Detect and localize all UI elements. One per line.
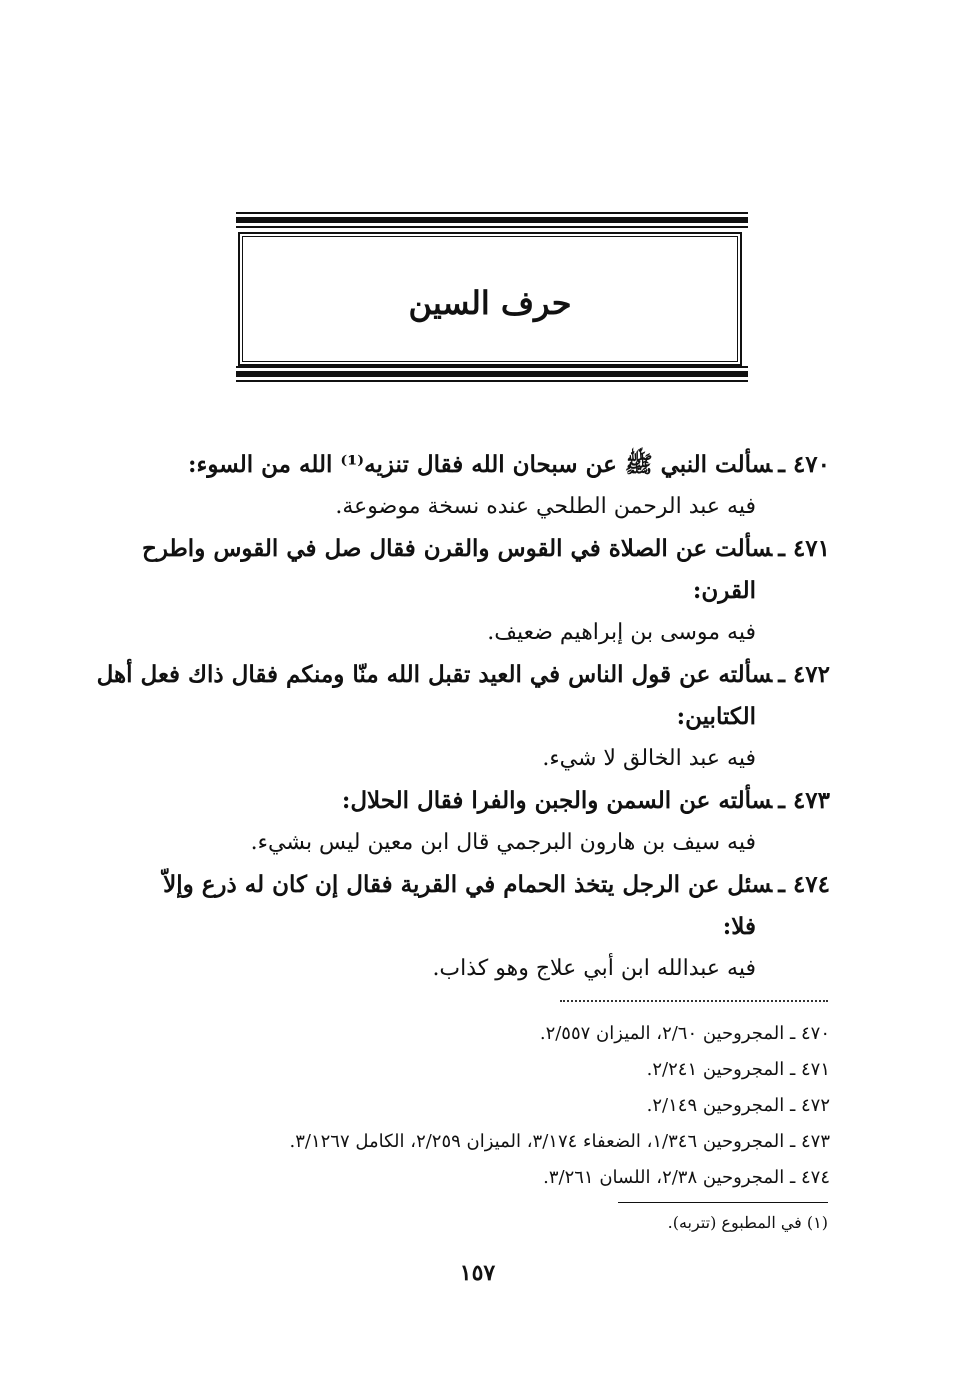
entry-heading-line bbox=[96, 654, 830, 696]
source-references bbox=[130, 1016, 830, 1196]
entry-text: سألته عن السمن والجبن والفرا فقال الحلال: bbox=[341, 787, 773, 814]
dotted-separator bbox=[560, 1000, 828, 1002]
reference-line: ٤٧٤ ـ المجروحين ٢/٣٨، اللسان ٣/٢٦١. bbox=[543, 1167, 830, 1188]
section-title: حرف السين bbox=[408, 284, 572, 322]
entry-continuation: فلا: bbox=[722, 913, 756, 940]
entry-473 bbox=[130, 780, 830, 864]
title-frame bbox=[236, 212, 748, 382]
entry-470 bbox=[130, 444, 830, 528]
entry-continuation: القرن: bbox=[692, 577, 756, 604]
entry-number: ٤٧٣ ـ bbox=[778, 787, 830, 814]
entry-number: ٤٧٠ ـ bbox=[778, 451, 830, 478]
entry-text: سألته عن قول الناس في العيد تقبل الله منّا ومنكم فقال ذاك فعل أهل bbox=[96, 661, 773, 688]
entry-471 bbox=[130, 528, 830, 654]
reference-line: ٤٧٣ ـ المجروحين ١/٣٤٦، الضعفاء ٣/١٧٤، الميزان ٢/٢٥٩، الكامل ٣/١٢٦٧. bbox=[289, 1131, 830, 1152]
bottom-ornamental-rule bbox=[236, 363, 748, 382]
entry-number: ٤٧٤ ـ bbox=[778, 871, 830, 898]
title-box bbox=[238, 232, 742, 366]
entry-continuation: الكتابين: bbox=[676, 703, 756, 730]
entry-note: فيه موسى بن إبراهيم ضعيف. bbox=[487, 620, 756, 645]
entry-note: فيه عبد الخالق لا شيء. bbox=[542, 746, 756, 771]
entry-note: فيه سيف بن هارون البرجمي قال ابن معين ليس بشيء. bbox=[250, 830, 756, 855]
entry-heading-line bbox=[130, 444, 830, 486]
entry-text: سئل عن الرجل يتخذ الحمام في القرية فقال إن كان له ذرع وإلاّ bbox=[163, 871, 773, 898]
page-number: ١٥٧ bbox=[459, 1260, 496, 1286]
footnote-rule bbox=[618, 1202, 828, 1203]
entry-heading-line bbox=[130, 780, 830, 822]
entry-number: ٤٧١ ـ bbox=[778, 535, 830, 562]
reference-line: ٤٧٠ ـ المجروحين ٢/٦٠، الميزان ٢/٥٥٧. bbox=[539, 1023, 830, 1044]
entry-heading-line bbox=[130, 528, 830, 570]
entry-474 bbox=[130, 864, 830, 990]
hadith-entries bbox=[96, 444, 830, 990]
entry-heading-line bbox=[130, 864, 830, 906]
reference-line: ٤٧١ ـ المجروحين ٢/٢٤١. bbox=[646, 1059, 830, 1080]
top-ornamental-rule bbox=[236, 212, 748, 228]
entry-number: ٤٧٢ ـ bbox=[778, 661, 830, 688]
entry-text: سألت النبي ﷺ عن سبحان الله فقال تنزيه⁽¹⁾ الله من السوء: bbox=[188, 451, 773, 478]
entry-note: فيه عبدالله ابن أبي علاج وهو كذاب. bbox=[432, 956, 756, 981]
footnote: (١) في المطبوع (تتربه). bbox=[667, 1213, 828, 1232]
entry-472 bbox=[96, 654, 830, 780]
entry-note: فيه عبد الرحمن الطلحي عنده نسخة موضوعة. bbox=[335, 494, 756, 519]
reference-line: ٤٧٢ ـ المجروحين ٢/١٤٩. bbox=[646, 1095, 830, 1116]
entry-text: سألت عن الصلاة في القوس والقرن فقال صل في القوس واطرح bbox=[141, 535, 773, 562]
